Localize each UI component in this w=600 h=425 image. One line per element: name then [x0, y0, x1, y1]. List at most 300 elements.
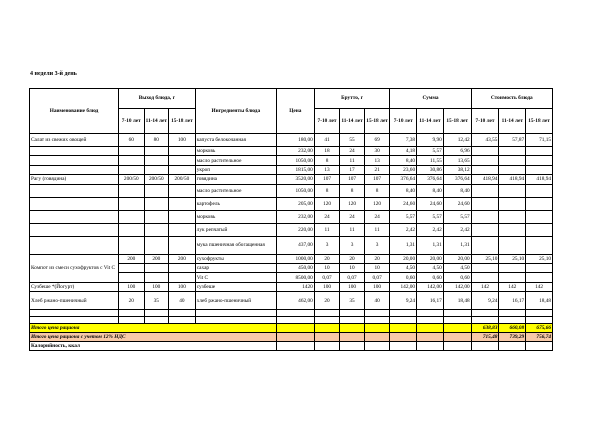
sum-7-10: 1,31 — [390, 236, 417, 254]
sum-15-18: 2,42 — [443, 223, 471, 236]
sum-15-18: 38,12 — [443, 165, 471, 174]
empty-cell — [276, 324, 314, 333]
dish-name: Компот из смеси сухофруктов с Vit C — [30, 254, 119, 282]
total-cost-11-14: 660,08 — [499, 324, 526, 333]
price: 3520,00 — [276, 175, 314, 184]
price: 1420 — [276, 282, 314, 291]
yield-11-14: 35 — [144, 292, 168, 310]
sum-15-18: 6,96 — [443, 147, 471, 156]
cost-15-18 — [526, 156, 553, 165]
empty-cell — [169, 317, 196, 324]
cost-7-10 — [471, 184, 499, 197]
header-age-7-10: 7-10 лет — [314, 109, 340, 134]
empty-cell — [526, 310, 553, 317]
empty-cell — [390, 324, 417, 333]
yield-15-18 — [169, 263, 196, 272]
yield-7-10 — [119, 263, 145, 272]
empty-cell — [340, 342, 364, 351]
dish-name: Сузбеше *(Йогурт) — [30, 282, 119, 291]
cost-15-18: 18,48 — [526, 292, 553, 310]
brutto-15-18: 20 — [364, 254, 390, 263]
ingredient: сухофрукты — [195, 254, 276, 263]
yield-7-10: 20 — [119, 292, 145, 310]
sum-15-18: 24,60 — [443, 197, 471, 210]
yield-7-10 — [119, 236, 145, 254]
header-brutto: Брутто, г — [314, 89, 390, 109]
sum-15-18: 13,65 — [443, 156, 471, 165]
sum-7-10: 9,24 — [390, 292, 417, 310]
brutto-15-18: 40 — [364, 292, 390, 310]
price: 220,00 — [276, 223, 314, 236]
price: 180,00 — [276, 134, 314, 147]
sum-11-14: 142,00 — [417, 282, 444, 291]
sum-11-14: 24,60 — [417, 197, 444, 210]
brutto-7-10: 24 — [314, 210, 340, 223]
empty-cell — [443, 310, 471, 317]
sum-11-14: 30,86 — [417, 165, 444, 174]
sum-11-14: 4,50 — [417, 263, 444, 272]
empty-cell — [417, 324, 444, 333]
brutto-15-18: 120 — [364, 197, 390, 210]
cost-15-18 — [526, 273, 553, 282]
brutto-7-10: 11 — [314, 223, 340, 236]
brutto-15-18: 69 — [364, 134, 390, 147]
yield-15-18 — [169, 147, 196, 156]
cost-15-18 — [526, 210, 553, 223]
page-heading: 4 недели 3-й день — [30, 71, 77, 77]
price: 1815,00 — [276, 165, 314, 174]
header-ingredients: Ингредиенты блюда — [195, 89, 276, 134]
header-cost: Стоимость блюда — [471, 89, 552, 109]
yield-11-14 — [144, 165, 168, 174]
cost-11-14: 25,10 — [499, 254, 526, 263]
empty-cell — [364, 342, 390, 351]
cost-7-10 — [471, 165, 499, 174]
brutto-15-18: 24 — [364, 210, 390, 223]
sum-15-18: 12,42 — [443, 134, 471, 147]
sum-11-14: 20,00 — [417, 254, 444, 263]
brutto-11-14: 35 — [340, 292, 364, 310]
cost-15-18: 142 — [526, 282, 553, 291]
dish-name: Рагу (говядина) — [30, 175, 119, 184]
cost-15-18 — [526, 263, 553, 272]
empty-cell — [276, 342, 314, 351]
empty-cell — [417, 310, 444, 317]
ingredient: сузбеше — [195, 282, 276, 291]
cost-11-14: 142 — [499, 282, 526, 291]
sum-7-10: 5,57 — [390, 210, 417, 223]
cost-15-18: 418,94 — [526, 175, 553, 184]
sum-7-10: 23,60 — [390, 165, 417, 174]
sum-7-10: 376,64 — [390, 175, 417, 184]
brutto-7-10: 8 — [314, 184, 340, 197]
empty-cell — [390, 317, 417, 324]
sum-7-10: 2,42 — [390, 223, 417, 236]
cost-15-18: 25,10 — [526, 254, 553, 263]
dish-name — [30, 147, 119, 156]
empty-cell — [314, 310, 340, 317]
header-age-11-14: 11-14 лет — [340, 109, 364, 134]
header-age-15-18: 15-18 лет — [169, 109, 196, 134]
yield-11-14 — [144, 197, 168, 210]
price: 205,00 — [276, 197, 314, 210]
calories-row — [30, 342, 553, 351]
sum-11-14: 5,57 — [417, 147, 444, 156]
header-age-7-10: 7-10 лет — [119, 109, 145, 134]
empty-cell — [390, 310, 417, 317]
empty-cell — [471, 317, 499, 324]
dish-name — [30, 236, 119, 254]
empty-cell — [443, 342, 471, 351]
sum-11-14: 2,42 — [417, 223, 444, 236]
sum-7-10: 8,40 — [390, 156, 417, 165]
header-dish: Наименование блюд — [30, 89, 119, 134]
sum-7-10: 24,60 — [390, 197, 417, 210]
yield-7-10: 200/50 — [119, 175, 145, 184]
total-row — [30, 324, 553, 333]
brutto-11-14: 100 — [340, 282, 364, 291]
sum-11-14: 8,40 — [417, 184, 444, 197]
cost-11-14 — [499, 147, 526, 156]
yield-11-14: 100 — [144, 282, 168, 291]
brutto-11-14: 0,07 — [340, 273, 364, 282]
yield-15-18: 40 — [169, 292, 196, 310]
dish-name — [30, 223, 119, 236]
ingredient: масло растительное — [195, 184, 276, 197]
sum-11-14: 16,17 — [417, 292, 444, 310]
brutto-11-14: 10 — [340, 263, 364, 272]
cost-11-14 — [499, 273, 526, 282]
dish-name — [30, 197, 119, 210]
empty-cell — [144, 310, 168, 317]
ingredient: лук репчатый — [195, 223, 276, 236]
brutto-15-18: 0,07 — [364, 273, 390, 282]
brutto-11-14: 20 — [340, 254, 364, 263]
sum-15-18: 4,50 — [443, 263, 471, 272]
cost-11-14: 57,87 — [499, 134, 526, 147]
empty-cell — [364, 317, 390, 324]
empty-cell — [443, 317, 471, 324]
brutto-11-14: 17 — [340, 165, 364, 174]
header-age-11-14: 11-14 лет — [144, 109, 168, 134]
empty-cell — [340, 310, 364, 317]
sum-7-10: 8,40 — [390, 184, 417, 197]
cost-15-18 — [526, 184, 553, 197]
price: 232,00 — [276, 210, 314, 223]
empty-cell — [364, 333, 390, 342]
price: 437,00 — [276, 236, 314, 254]
cost-7-10 — [471, 197, 499, 210]
price: 232,00 — [276, 147, 314, 156]
cost-15-18 — [526, 197, 553, 210]
dish-name — [30, 156, 119, 165]
cost-7-10 — [471, 210, 499, 223]
ingredient: масло растительное — [195, 156, 276, 165]
brutto-7-10: 8 — [314, 156, 340, 165]
cost-11-14 — [499, 156, 526, 165]
ingredient: морковь — [195, 147, 276, 156]
empty-cell — [340, 333, 364, 342]
brutto-15-18: 3 — [364, 236, 390, 254]
dish-name: Хлеб ржано-пшеничный — [30, 292, 119, 310]
brutto-11-14: 3 — [340, 236, 364, 254]
brutto-15-18: 8 — [364, 184, 390, 197]
yield-7-10 — [119, 210, 145, 223]
cost-11-14 — [499, 236, 526, 254]
brutto-15-18: 30 — [364, 147, 390, 156]
empty-cell — [471, 342, 499, 351]
brutto-11-14: 24 — [340, 210, 364, 223]
price: 450,00 — [276, 263, 314, 272]
yield-11-14 — [144, 263, 168, 272]
yield-15-18 — [169, 184, 196, 197]
empty-cell — [364, 310, 390, 317]
yield-7-10 — [119, 165, 145, 174]
brutto-7-10: 0,07 — [314, 273, 340, 282]
brutto-7-10: 13 — [314, 165, 340, 174]
total-cost-15-18: 675,66 — [526, 324, 553, 333]
empty-cell — [499, 342, 526, 351]
ingredient: морковь — [195, 210, 276, 223]
empty-cell — [119, 317, 145, 324]
yield-7-10 — [119, 184, 145, 197]
yield-7-10: 200 — [119, 254, 145, 263]
cost-11-14: 418,94 — [499, 175, 526, 184]
empty-cell — [417, 333, 444, 342]
cost-11-14 — [499, 210, 526, 223]
cost-7-10 — [471, 263, 499, 272]
cost-7-10: 418,94 — [471, 175, 499, 184]
cost-7-10 — [471, 273, 499, 282]
brutto-15-18: 21 — [364, 165, 390, 174]
empty-cell — [119, 310, 145, 317]
cost-11-14 — [499, 223, 526, 236]
empty-cell — [443, 324, 471, 333]
cost-11-14 — [499, 263, 526, 272]
sum-7-10: 142,00 — [390, 282, 417, 291]
cost-15-18 — [526, 236, 553, 254]
sum-11-14: 376,64 — [417, 175, 444, 184]
yield-11-14 — [144, 156, 168, 165]
sum-15-18: 8,40 — [443, 184, 471, 197]
cost-7-10: 142 — [471, 282, 499, 291]
brutto-11-14: 107 — [340, 175, 364, 184]
header-age-11-14: 11-14 лет — [499, 109, 526, 134]
brutto-11-14: 11 — [340, 156, 364, 165]
empty-cell — [144, 317, 168, 324]
sum-7-10: 0,60 — [390, 273, 417, 282]
yield-15-18: 100 — [169, 282, 196, 291]
brutto-11-14: 11 — [340, 223, 364, 236]
dish-name — [30, 184, 119, 197]
vat-cost-15-18: 756,74 — [526, 333, 553, 342]
empty-cell — [526, 342, 553, 351]
yield-7-10 — [119, 223, 145, 236]
yield-11-14: 80 — [144, 134, 168, 147]
cost-15-18: 71,15 — [526, 134, 553, 147]
calories-label: Калорийность, ккал — [30, 342, 277, 351]
header-age-15-18: 15-18 лет — [443, 109, 471, 134]
yield-15-18: 200 — [169, 254, 196, 263]
yield-7-10: 60 — [119, 134, 145, 147]
brutto-7-10: 3 — [314, 236, 340, 254]
dish-name: Салат из свежих овощей — [30, 134, 119, 147]
brutto-7-10: 18 — [314, 147, 340, 156]
brutto-15-18: 13 — [364, 156, 390, 165]
ingredient: картофель — [195, 197, 276, 210]
sum-7-10: 20,00 — [390, 254, 417, 263]
dish-name — [30, 165, 119, 174]
yield-11-14 — [144, 210, 168, 223]
empty-cell — [364, 324, 390, 333]
header-age-7-10: 7-10 лет — [471, 109, 499, 134]
yield-7-10 — [119, 273, 145, 282]
yield-11-14 — [144, 147, 168, 156]
cost-11-14 — [499, 165, 526, 174]
empty-cell — [340, 317, 364, 324]
yield-11-14: 200/50 — [144, 175, 168, 184]
empty-cell — [30, 310, 119, 317]
yield-11-14 — [144, 273, 168, 282]
brutto-15-18: 11 — [364, 223, 390, 236]
sum-15-18: 1,31 — [443, 236, 471, 254]
empty-cell — [417, 342, 444, 351]
sum-7-10: 4,18 — [390, 147, 417, 156]
yield-7-10 — [119, 156, 145, 165]
empty-cell — [314, 317, 340, 324]
ingredient: капуста белокочанная — [195, 134, 276, 147]
cost-7-10: 9,24 — [471, 292, 499, 310]
total-label: Итого цена рациона — [30, 324, 277, 333]
brutto-11-14: 8 — [340, 184, 364, 197]
empty-cell — [417, 317, 444, 324]
cost-15-18 — [526, 223, 553, 236]
empty-cell — [390, 342, 417, 351]
sum-15-18: 142,00 — [443, 282, 471, 291]
header-age-15-18: 15-18 лет — [526, 109, 553, 134]
price: 462,00 — [276, 292, 314, 310]
sum-7-10: 7,38 — [390, 134, 417, 147]
sum-11-14: 9,90 — [417, 134, 444, 147]
empty-cell — [195, 317, 276, 324]
brutto-7-10: 41 — [314, 134, 340, 147]
yield-15-18 — [169, 236, 196, 254]
empty-cell — [314, 324, 340, 333]
sum-15-18: 18,48 — [443, 292, 471, 310]
sum-15-18: 20,00 — [443, 254, 471, 263]
cost-7-10: 25,10 — [471, 254, 499, 263]
sum-11-14: 0,60 — [417, 273, 444, 282]
empty-cell — [471, 310, 499, 317]
header-yield: Выход блюда, г — [119, 89, 196, 109]
vat-total-row — [30, 333, 553, 342]
sum-15-18: 0,60 — [443, 273, 471, 282]
empty-cell — [276, 310, 314, 317]
brutto-11-14: 24 — [340, 147, 364, 156]
cost-15-18 — [526, 147, 553, 156]
yield-15-18 — [169, 156, 196, 165]
cost-15-18 — [526, 165, 553, 174]
brutto-7-10: 10 — [314, 263, 340, 272]
header-age-7-10: 7-10 лет — [390, 109, 417, 134]
menu-table — [29, 88, 553, 351]
header-age-11-14: 11-14 лет — [417, 109, 444, 134]
yield-15-18 — [169, 197, 196, 210]
cost-7-10 — [471, 156, 499, 165]
yield-15-18 — [169, 273, 196, 282]
ingredient: Vit C — [195, 273, 276, 282]
empty-cell — [314, 342, 340, 351]
empty-cell — [340, 324, 364, 333]
price: 8500,00 — [276, 273, 314, 282]
price: 1000,00 — [276, 254, 314, 263]
empty-cell — [195, 310, 276, 317]
sum-15-18: 5,57 — [443, 210, 471, 223]
yield-15-18 — [169, 223, 196, 236]
cost-7-10 — [471, 236, 499, 254]
yield-15-18: 200/50 — [169, 175, 196, 184]
brutto-11-14: 120 — [340, 197, 364, 210]
sum-11-14: 1,31 — [417, 236, 444, 254]
brutto-7-10: 120 — [314, 197, 340, 210]
empty-cell — [169, 310, 196, 317]
yield-15-18 — [169, 210, 196, 223]
empty-cell — [390, 333, 417, 342]
vat-cost-7-10: 715,48 — [471, 333, 499, 342]
yield-11-14: 200 — [144, 254, 168, 263]
cost-11-14 — [499, 184, 526, 197]
yield-11-14 — [144, 223, 168, 236]
header-age-15-18: 15-18 лет — [364, 109, 390, 134]
yield-7-10: 100 — [119, 282, 145, 291]
cost-7-10: 43,55 — [471, 134, 499, 147]
empty-cell — [499, 310, 526, 317]
header-price: Цена — [276, 89, 314, 134]
sum-7-10: 4,50 — [390, 263, 417, 272]
yield-7-10 — [119, 197, 145, 210]
empty-cell — [30, 317, 119, 324]
brutto-7-10: 20 — [314, 292, 340, 310]
empty-cell — [314, 333, 340, 342]
brutto-15-18: 10 — [364, 263, 390, 272]
cost-7-10 — [471, 147, 499, 156]
ingredient: сахар — [195, 263, 276, 272]
cost-7-10 — [471, 223, 499, 236]
ingredient: укроп — [195, 165, 276, 174]
yield-11-14 — [144, 236, 168, 254]
empty-cell — [276, 333, 314, 342]
header-sum: Сумма — [390, 89, 471, 109]
brutto-11-14: 55 — [340, 134, 364, 147]
ingredient: мука пшеничная обогащенная — [195, 236, 276, 254]
sum-15-18: 376,64 — [443, 175, 471, 184]
vat-total-label: Итого цена рациона с учетом 12% НДС — [30, 333, 277, 342]
yield-15-18 — [169, 165, 196, 174]
total-cost-7-10: 638,83 — [471, 324, 499, 333]
price: 1050,00 — [276, 156, 314, 165]
sum-11-14: 5,57 — [417, 210, 444, 223]
empty-cell — [443, 333, 471, 342]
brutto-15-18: 100 — [364, 282, 390, 291]
brutto-15-18: 107 — [364, 175, 390, 184]
yield-11-14 — [144, 184, 168, 197]
brutto-7-10: 20 — [314, 254, 340, 263]
cost-11-14 — [499, 197, 526, 210]
empty-cell — [499, 317, 526, 324]
yield-15-18: 100 — [169, 134, 196, 147]
empty-cell — [526, 317, 553, 324]
ingredient: говядина — [195, 175, 276, 184]
